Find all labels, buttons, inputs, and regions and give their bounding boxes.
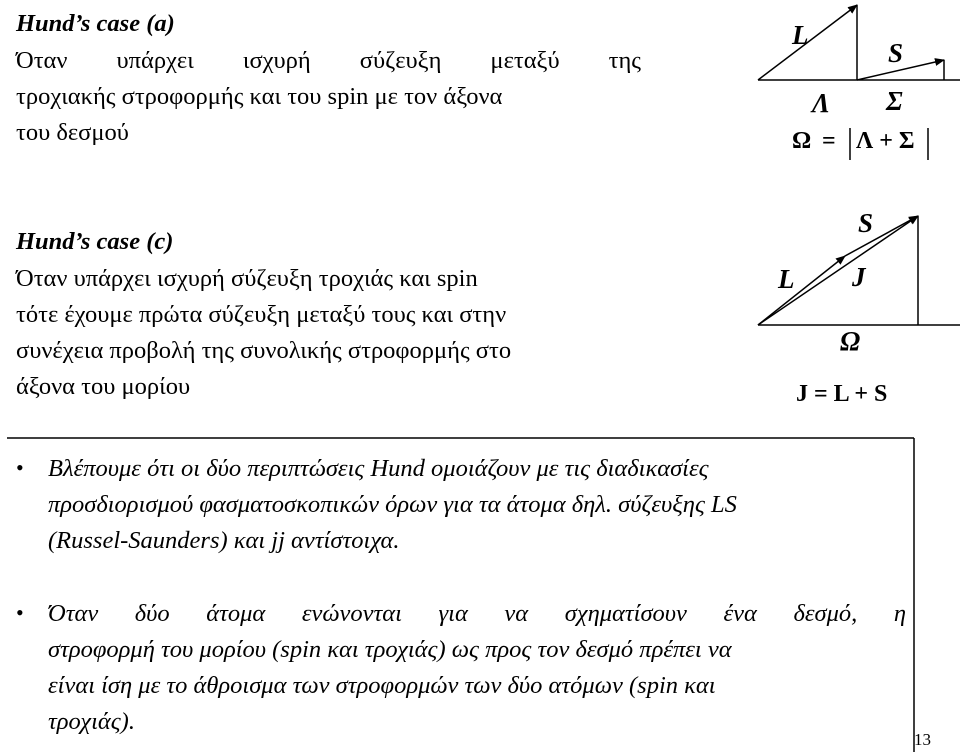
case-c-line-3: συνέχεια προβολή της συνολικής στροφορμής στο (16, 337, 512, 364)
case-a-title: Hund’s case (a) (16, 10, 175, 37)
case-a-omega-symbol: Ω (792, 128, 812, 154)
case-c-l-label: L (778, 264, 795, 294)
case-c-line-2: τότε έχουμε πρώτα σύζευξη μεταξύ τους και στην (16, 301, 507, 328)
case-a-equation-rhs: Λ + Σ (856, 128, 915, 154)
case-a-equals-sign: = (822, 128, 836, 154)
page-number: 13 (914, 730, 931, 749)
bullet-2-line-2: στροφορμή του μορίου (spin και τροχιάς) ως προς τον δεσμό πρέπει να (48, 636, 732, 663)
case-c-title: Hund’s case (c) (16, 228, 174, 255)
bullet-1-line-2: προσδιορισμού φασματοσκοπικών όρων για τα άτομα δηλ. σύζευξης LS (48, 491, 737, 518)
bullet-2-line-3: είναι ίση με το άθροισμα των στροφορμών των δύο ατόμων (spin και (48, 672, 716, 699)
case-c-line-1: Όταν υπάρχει ισχυρή σύζευξη τροχιάς και spin (16, 265, 478, 292)
bullet-2-marker: • (16, 600, 24, 625)
bullet-1-line-3: (Russel-Saunders) και jj αντίστοιχα. (48, 527, 400, 554)
case-c-omega-label: Ω (840, 326, 861, 356)
case-a-line-3: του δεσμού (16, 119, 129, 146)
bullet-2-line-4: τροχιάς). (48, 708, 135, 735)
case-c-line-4: άξονα του μορίου (16, 373, 191, 400)
case-c-s-label: S (858, 208, 874, 238)
case-a-line-1: Όταν υπάρχει ισχυρή σύζευξη μεταξύ της (16, 47, 641, 74)
case-a-s-label: S (888, 38, 904, 68)
case-a-l-label: L (792, 20, 809, 50)
bullet-1-line-1: Βλέπουμε ότι οι δύο περιπτώσεις Hund ομοιάζουν με τις διαδικασίες (48, 455, 709, 482)
case-c-equation: J = L + S (796, 381, 888, 407)
bullet-2-line-1: Όταν δύο άτομα ενώνονται για να σχηματίσουν ένα δεσμό, η (48, 600, 906, 627)
case-a-line-2: τροχιακής στροφορμής και του spin με τον άξονα (16, 83, 503, 110)
bullet-1-marker: • (16, 455, 24, 480)
case-a-lambda-label: Λ (812, 88, 831, 118)
case-c-j-label: J (852, 262, 866, 292)
case-a-sigma-label: Σ (886, 86, 903, 116)
